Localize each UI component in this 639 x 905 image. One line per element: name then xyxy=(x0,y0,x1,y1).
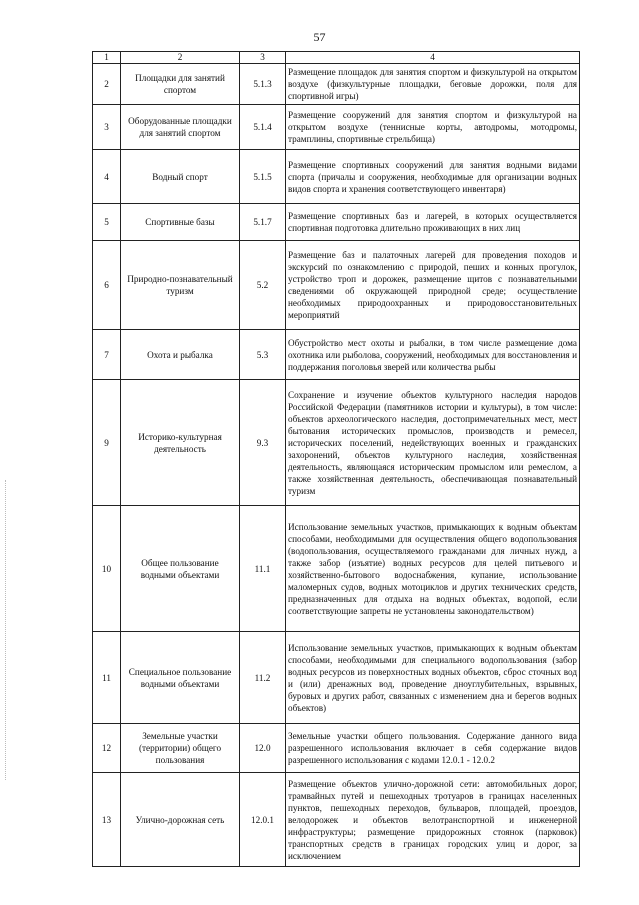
row-number: 11 xyxy=(93,632,121,724)
row-number: 3 xyxy=(93,105,121,150)
use-type-description: Использование земельных участков, примыкающих к водным объектам способами, необходимыми для специального водопользования (забор водных ресурсов из поверхностных водных объектов, сброс сточных вод и (или) дренажных вод, проведение дноуглубительных, взрывных, буровых и других работ, связанных с изменением дна и берегов водных объектов) xyxy=(286,632,580,724)
use-type-name: Земельные участки (территории) общего пользования xyxy=(121,724,240,773)
use-type-description: Использование земельных участков, примыкающих к водным объектам способами, необходимыми для осуществления общего водопользования (водопользования, осуществляемого гражданами для личных нужд, а также забор (изъятие) водных ресурсов для целей питьевого и хозяйственно-бытового водоснабжения, купание, использование маломерных судов, водных мотоциклов и других технических средств, предназначенных для отдыха на водных объектах, водопой, если соответствующие запреты не установлены законодательством) xyxy=(286,506,580,632)
row-number: 2 xyxy=(93,64,121,105)
row-number: 5 xyxy=(93,204,121,241)
use-type-code: 5.1.5 xyxy=(240,150,286,204)
row-number: 10 xyxy=(93,506,121,632)
use-type-description: Земельные участки общего пользования. Содержание данного вида разрешенного использования включает в себя содержание видов разрешенного использования с кодами 12.0.1 - 12.0.2 xyxy=(286,724,580,773)
use-type-name: Оборудованные площадки для занятий спортом xyxy=(121,105,240,150)
use-type-description: Размещение сооружений для занятия спортом и физкультурой на открытом воздухе (теннисные корты, автодромы, мотодромы, трамплины, спортивные стрельбища) xyxy=(286,105,580,150)
use-type-description: Сохранение и изучение объектов культурного наследия народов Российской Федерации (памятников истории и культуры), в том числе: объектов археологического наследия, достопримечательных мест, мест бытования исторических промыслов, производств и ремесел, исторических поселений, недействующих военных и гражданских захоронений, объектов культурного наследия, хозяйственная деятельность, являющаяся историческим промыслом или ремеслом, а также хозяйственная деятельность, обеспечивающая познавательный туризм xyxy=(286,380,580,506)
table-row xyxy=(93,64,580,105)
table-row xyxy=(93,632,580,724)
table-row xyxy=(93,506,580,632)
page-number: 57 xyxy=(313,30,326,44)
row-number: 6 xyxy=(93,241,121,330)
use-type-description: Размещение спортивных сооружений для занятия водными видами спорта (причалы и сооружения, необходимые для организации водных видов спорта и хранения соответствующего инвентаря) xyxy=(286,150,580,204)
header-cell-3: 3 xyxy=(240,52,286,64)
scan-margin-marks xyxy=(5,480,7,780)
use-type-code: 5.2 xyxy=(240,241,286,330)
use-type-description: Размещение объектов улично-дорожной сети: автомобильных дорог, трамвайных путей и пешеходных тротуаров в границах населенных пунктов, пешеходных переходов, бульваров, площадей, проездов, велодорожек и объектов велотранспортной и инженерной инфраструктуры; размещение придорожных стоянок (парковок) транспортных средств в границах городских улиц и дорог, за исключением xyxy=(286,773,580,867)
use-type-code: 5.3 xyxy=(240,330,286,380)
table-row xyxy=(93,204,580,241)
table-header-row xyxy=(93,52,580,64)
row-number: 7 xyxy=(93,330,121,380)
use-type-code: 11.1 xyxy=(240,506,286,632)
use-type-name: Специальное пользование водными объектами xyxy=(121,632,240,724)
use-type-code: 11.2 xyxy=(240,632,286,724)
use-type-code: 12.0.1 xyxy=(240,773,286,867)
table-row xyxy=(93,150,580,204)
use-type-name: Общее пользование водными объектами xyxy=(121,506,240,632)
use-type-code: 12.0 xyxy=(240,724,286,773)
header-cell-4: 4 xyxy=(286,52,580,64)
use-type-description: Размещение баз и палаточных лагерей для проведения походов и экскурсий по ознакомлению с природой, пеших и конных прогулок, устройство троп и дорожек, размещение щитов с познавательными сведениями об окружающей природной среде; осуществление необходимых природоохранных и природовосстановительных мероприятий xyxy=(286,241,580,330)
land-use-table xyxy=(92,51,580,867)
table-row xyxy=(93,773,580,867)
use-type-code: 9.3 xyxy=(240,380,286,506)
table-row xyxy=(93,105,580,150)
use-type-code: 5.1.3 xyxy=(240,64,286,105)
use-type-name: Улично-дорожная сеть xyxy=(121,773,240,867)
table-row xyxy=(93,330,580,380)
row-number: 12 xyxy=(93,724,121,773)
row-number: 13 xyxy=(93,773,121,867)
use-type-name: Историко-культурная деятельность xyxy=(121,380,240,506)
use-type-name: Охота и рыбалка xyxy=(121,330,240,380)
use-type-code: 5.1.4 xyxy=(240,105,286,150)
header-cell-1: 1 xyxy=(93,52,121,64)
table-row xyxy=(93,724,580,773)
row-number: 4 xyxy=(93,150,121,204)
use-type-code: 5.1.7 xyxy=(240,204,286,241)
use-type-name: Площадки для занятий спортом xyxy=(121,64,240,105)
use-type-name: Водный спорт xyxy=(121,150,240,204)
use-type-name: Природно-познавательный туризм xyxy=(121,241,240,330)
table-row xyxy=(93,241,580,330)
header-cell-2: 2 xyxy=(121,52,240,64)
use-type-description: Обустройство мест охоты и рыбалки, в том числе размещение дома охотника или рыболова, сооружений, необходимых для восстановления и поддержания поголовья зверей или количества рыбы xyxy=(286,330,580,380)
use-type-description: Размещение площадок для занятия спортом и физкультурой на открытом воздухе (физкультурные площадки, беговые дорожки, поля для спортивной игры) xyxy=(286,64,580,105)
use-type-description: Размещение спортивных баз и лагерей, в которых осуществляется спортивная подготовка длительно проживающих в них лиц xyxy=(286,204,580,241)
row-number: 9 xyxy=(93,380,121,506)
use-type-name: Спортивные базы xyxy=(121,204,240,241)
table-row xyxy=(93,380,580,506)
